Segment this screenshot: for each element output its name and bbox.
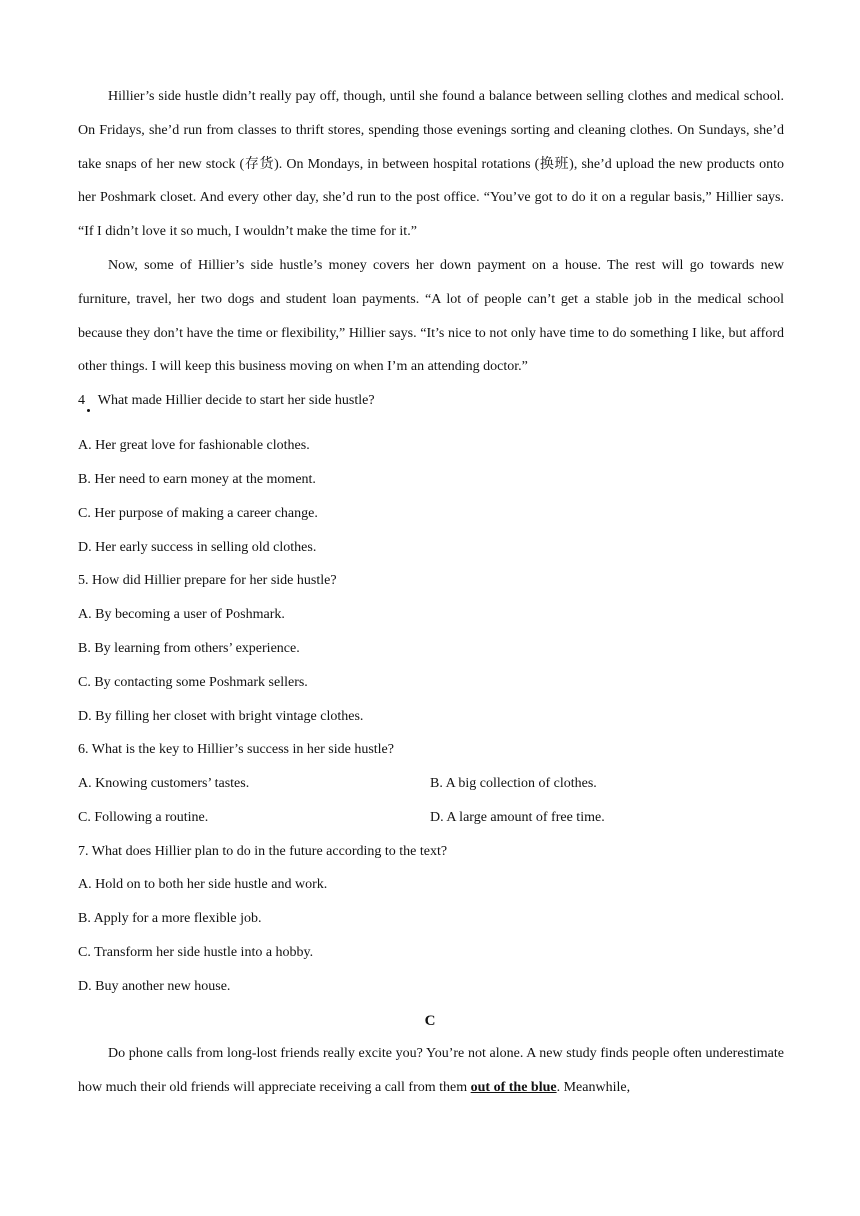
underlined-phrase: out of the blue xyxy=(470,1079,557,1095)
passage-c-heading: C xyxy=(424,1013,436,1029)
q5-option-a: A. By becoming a user of Poshmark. xyxy=(78,607,285,622)
q6-option-b: B. A big collection of clothes. xyxy=(430,776,597,791)
passage-c-paragraph xyxy=(78,1037,784,1105)
q5-option-b: B. By learning from others’ experience. xyxy=(78,641,300,656)
q7-option-a: A. Hold on to both her side hustle and work. xyxy=(78,877,328,892)
q6-option-d: D. A large amount of free time. xyxy=(430,810,605,825)
q7-option-d: D. Buy another new house. xyxy=(78,979,231,994)
q6-option-a: A. Knowing customers’ tastes. xyxy=(78,776,250,791)
passage-c-text-before: Do phone calls from long-lost friends really excite you? You’re not alone. A new study finds people often underestimate how much their old friends will appreciate receiving a call from them xyxy=(78,1046,784,1095)
question-5-stem: 5. How did Hillier prepare for her side hustle? xyxy=(78,573,337,588)
question-4-stem: What made Hillier decide to start her side hustle? xyxy=(97,393,375,408)
q7-option-c: C. Transform her side hustle into a hobby. xyxy=(78,945,314,960)
q6-option-c: C. Following a routine. xyxy=(78,810,209,825)
passage-b-paragraph-1: Hillier’s side hustle didn’t really pay off, though, until she found a balance between selling clothes and medical school. On Fridays, she’d run from classes to thrift stores, spending those evenings sorting and cleaning clothes. On Sundays, she’d take snaps of her new stock (存货). On Mondays, in between hospital rotations (换班), she’d upload the new products onto her Poshmark closet. And every other day, she’d run to the post office. “You’ve got to do it on a regular basis,” Hillier says. “If I didn’t love it so much, I wouldn’t make the time for it.” xyxy=(78,89,784,240)
q4-option-a: A. Her great love for fashionable clothes. xyxy=(78,438,310,453)
question-4 xyxy=(78,391,375,411)
question-4-number: 4 xyxy=(78,393,85,408)
question-7-stem: 7. What does Hillier plan to do in the future according to the text? xyxy=(78,844,448,859)
q7-option-b: B. Apply for a more flexible job. xyxy=(78,911,262,926)
q5-option-c: C. By contacting some Poshmark sellers. xyxy=(78,675,308,690)
q4-option-b: B. Her need to earn money at the moment. xyxy=(78,472,316,487)
q4-option-d: D. Her early success in selling old clothes. xyxy=(78,540,317,555)
q5-option-d: D. By filling her closet with bright vintage clothes. xyxy=(78,709,364,724)
passage-c-text-after: . Meanwhile, xyxy=(556,1079,631,1095)
question-number-dot xyxy=(87,409,90,412)
question-6-stem: 6. What is the key to Hillier’s success in her side hustle? xyxy=(78,742,394,757)
q4-option-c: C. Her purpose of making a career change. xyxy=(78,506,318,521)
passage-b-paragraph-2: Now, some of Hillier’s side hustle’s money covers her down payment on a house. The rest will go towards new furniture, travel, her two dogs and student loan payments. “A lot of people can’t get a stable job in the medical school because they don’t have the time or flexibility,” Hillier says. “It’s nice to not only have time to do something I like, but afford other things. I will keep this business moving on when I’m an attending doctor.” xyxy=(78,258,784,375)
